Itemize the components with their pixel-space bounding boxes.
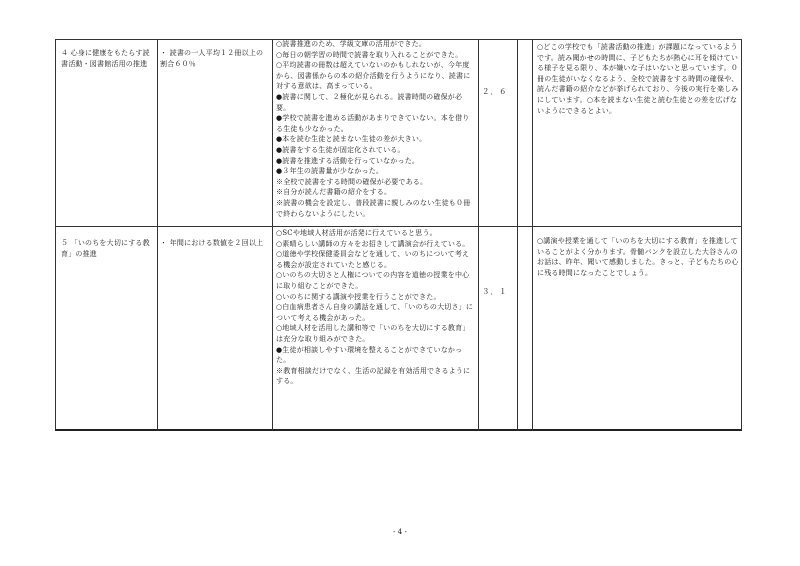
row1-target: ・ 読書の一人平均１２冊以上の割合６０％: [160, 49, 264, 68]
row2-comment: ○講演や授業を通して「いのちを大切にする教育」を推進していることがよく分かります。骨髄バンクを設立した大谷さんのお話は、昨年、聞いて感動しました。きっと、子どもたちの心に残る時間になったことでしょう。: [537, 237, 739, 277]
row-divider: [55, 226, 742, 227]
page-number: - 4 -: [393, 528, 407, 536]
row1-findings: ○読書推進のため、学級文庫の活用ができた。 ○毎日の朝学習の時間で読書を取り入れることができた。 ○平均読書の冊数は超えていないのかもしれないが、今年度から、図書係からの本の紹介活動を行うようになり、読書に対する意欲は、高まっている。 ●読書に関して、２極化が見られる。読書時間の確保が必要。 ●学校で読書を進める活動があまりできていない。本を借りる生徒も少なかった。 ●本を読む生徒と読まない生徒の差が大きい。 ●読書をする生徒が固定化されている。 ●読書を推進する活動を行っていなかった。 ●３年生の読書量が少なかった。 ※全校で読書をする時間の確保が必要である。 ※自分が読んだ書籍の紹介をする。 ※読書の機会を設定し、普段読書に親しみのない生徒も０冊で終わらないようにしたい。: [276, 40, 471, 218]
row1-comment: ○どこの学校でも「読書活動の推進」が課題になっているようです。読み聞かせの時間に、子どもたちが熱心に耳を傾けている様子を見る限り、本が嫌いな子はいないと思っています。０冊の生徒がいなくなるよう、全校で読書をする時間の確保や、読んだ書籍の紹介などが挙げられており、今後の実行を楽しみにしています。○本を読まない生徒と読む生徒との差を広げないようにできるとよい。: [537, 43, 739, 115]
row2-item: ５ 「いのちを大切にする教育」の推進: [61, 239, 150, 258]
column-divider-item: [157, 39, 158, 431]
row2-target: ・ 年間における数値を２回以上: [160, 239, 264, 247]
row2-findings: ○SCや地域人材活用が活発に行えていると思う。 ○素晴らしい講師の方々をお招きして講演会が行えている。 ○道徳や学校保健委員会などを通して、いのちについて考える機会が設定されていたと感じる。 ○いのちの大切さと人権についての内容を道徳の授業を中心に取り組むことができた。 ○いのちに関する講演や授業を行うことができた。 ○白血病患者さん自身の講話を通して、「いのちの大切さ」について考える機会があった。 ○地域人材を活用した講和等で「いのちを大切にする教育」は充分な取り組みができた。 ●生徒が相談しやすい環境を整えることができていなかった。 ※教育相談だけでなく、生活の記録を有効活用できるようにする。: [276, 229, 474, 386]
column-divider-findings: [478, 39, 479, 431]
column-divider-target: [272, 39, 273, 431]
row1-score: ２．６: [482, 87, 508, 96]
row1-item: ４ 心身に健康をもたらす読書活動・図書館活用の推進: [61, 49, 150, 68]
row2-score: ３．１: [482, 287, 508, 296]
column-divider-gap: [532, 39, 533, 431]
column-divider-score: [517, 39, 518, 431]
